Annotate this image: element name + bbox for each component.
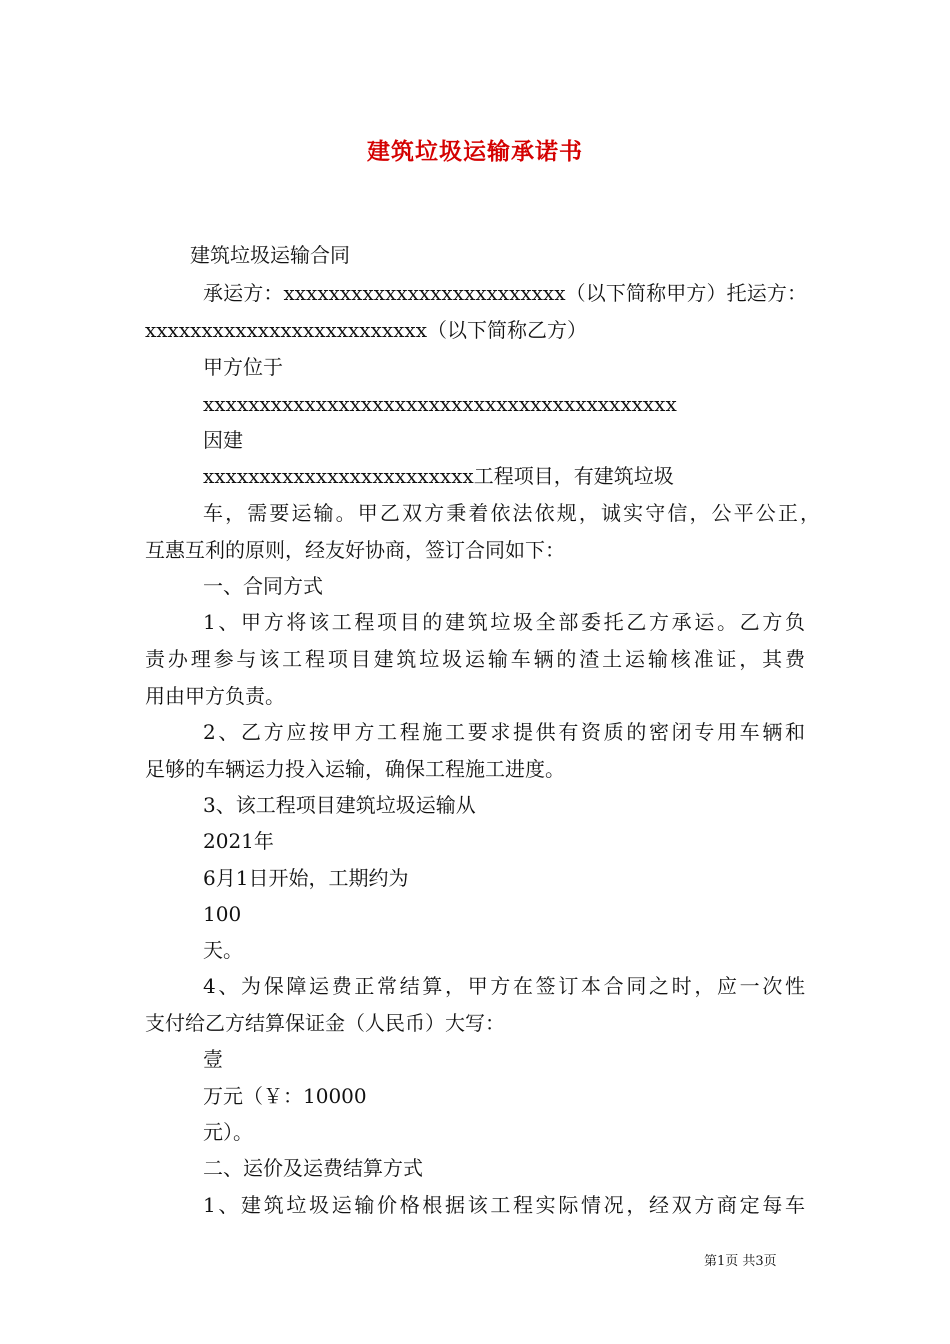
paragraph-line: 1、甲方将该工程项目的建筑垃圾全部委托乙方承运。乙方负 xyxy=(203,610,805,634)
paragraph-line: 2021年 xyxy=(203,829,274,853)
section-heading: 一、合同方式 xyxy=(203,574,323,598)
paragraph-line: 100 xyxy=(203,902,242,926)
paragraph-line: 承运方：xxxxxxxxxxxxxxxxxxxxxxxxx（以下简称甲方）托运方： xyxy=(203,281,807,305)
paragraph-line: 4、为保障运费正常结算，甲方在签订本合同之时，应一次性 xyxy=(203,974,805,998)
paragraph-line: 甲方位于 xyxy=(203,355,283,379)
document-title: 建筑垃圾运输承诺书 xyxy=(367,138,583,165)
paragraph-line: xxxxxxxxxxxxxxxxxxxxxxxxx（以下简称乙方） xyxy=(145,318,587,342)
paragraph-line: 2、乙方应按甲方工程施工要求提供有资质的密闭专用车辆和 xyxy=(203,720,805,744)
paragraph-line: 万元（￥：10000 xyxy=(203,1084,367,1108)
paragraph-line: 壹 xyxy=(203,1047,223,1071)
section-heading: 二、运价及运费结算方式 xyxy=(203,1156,423,1180)
paragraph-line: 责办理参与该工程项目建筑垃圾运输车辆的渣土运输核准证，其费 xyxy=(145,647,805,671)
paragraph-line: 天。 xyxy=(203,938,243,962)
paragraph-line: 用由甲方负责。 xyxy=(145,684,285,708)
contract-heading: 建筑垃圾运输合同 xyxy=(190,243,350,267)
paragraph-line: 足够的车辆运力投入运输，确保工程施工进度。 xyxy=(145,757,565,781)
paragraph-line: xxxxxxxxxxxxxxxxxxxxxxxxxxxxxxxxxxxxxxxxxx xyxy=(203,392,677,416)
paragraph-line: xxxxxxxxxxxxxxxxxxxxxxxx工程项目，有建筑垃圾 xyxy=(203,464,674,488)
paragraph-line: 互惠互利的原则，经友好协商，签订合同如下： xyxy=(145,538,565,562)
paragraph-line: 元）。 xyxy=(203,1120,253,1144)
paragraph-line: 1、建筑垃圾运输价格根据该工程实际情况，经双方商定每车 xyxy=(203,1193,805,1217)
paragraph-line: 因建 xyxy=(203,428,243,452)
paragraph-line: 支付给乙方结算保证金（人民币）大写： xyxy=(145,1011,505,1035)
paragraph-line: 车，需要运输。甲乙双方秉着依法依规，诚实守信，公平公正， xyxy=(203,501,820,525)
paragraph-line: 3、该工程项目建筑垃圾运输从 xyxy=(203,793,476,817)
page-number: 第1页 共3页 xyxy=(704,1254,777,1269)
paragraph-line: 6月1日开始，工期约为 xyxy=(203,866,409,890)
